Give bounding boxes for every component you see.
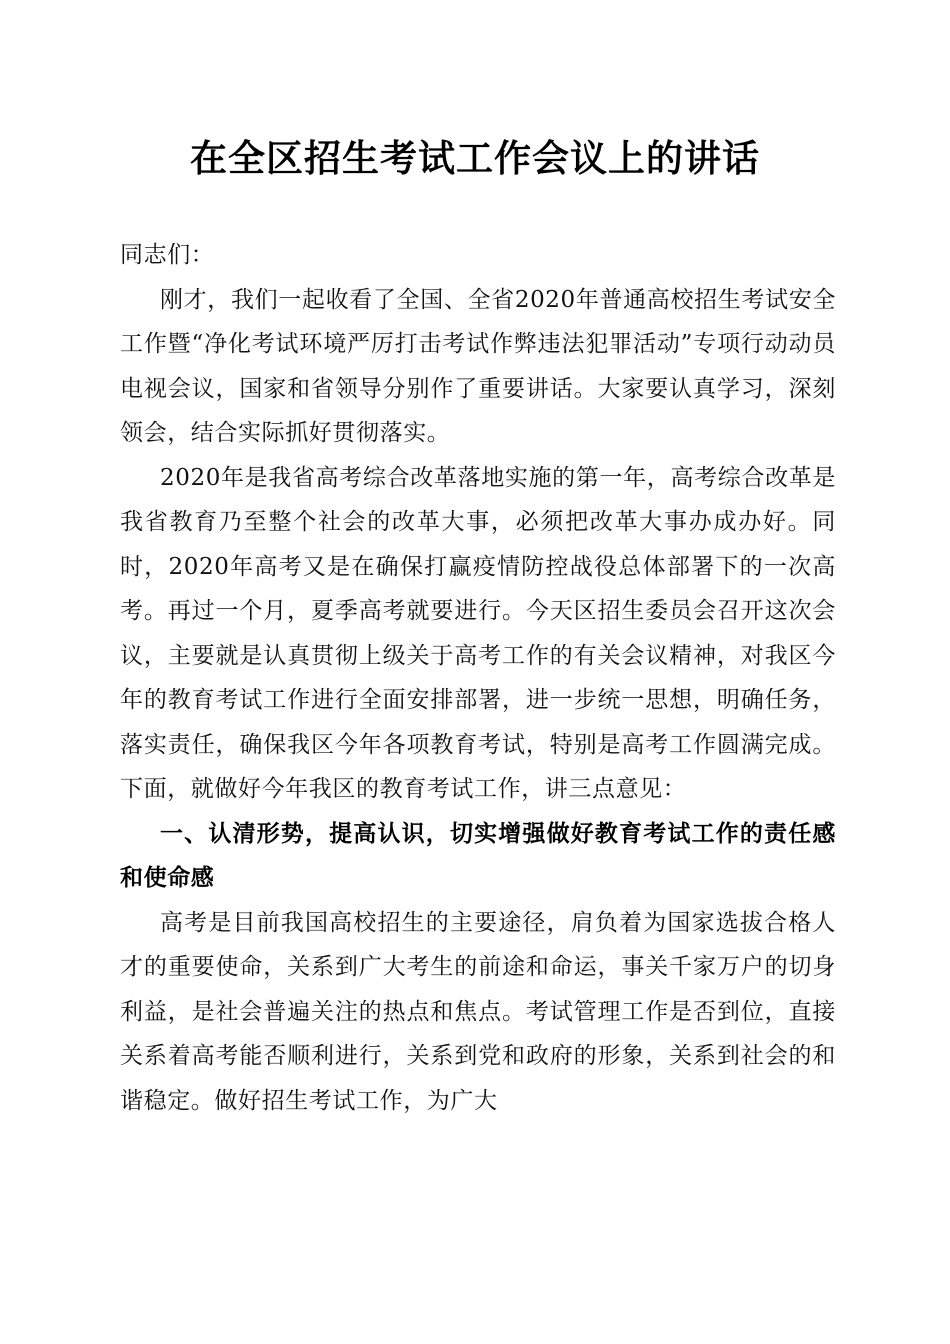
paragraph-opening: 刚才，我们一起收看了全国、全省2020年普通高校招生考试安全工作暨“净化考试环境严厉打击考试作弊违法犯罪活动”专项行动动员电视会议，国家和省领导分别作了重要讲话。大家要认真学习，深刻领会，结合实际抓好贯彻落实。 (120, 286, 836, 446)
section-1-paragraph: 高考是目前我国高校招生的主要途径，肩负着为国家选拔合格人才的重要使命，关系到广大考生的前途和命运，事关千家万户的切身利益，是社会普遍关注的热点和焦点。考试管理工作是否到位，直接关系着高考能否顺利进行，关系到党和政府的形象，关系到社会的和谐稳定。做好招生考试工作，为广大 (120, 909, 836, 1114)
document-title: 在全区招生考试工作会议上的讲话 (190, 136, 760, 180)
paragraph-context: 2020年是我省高考综合改革落地实施的第一年，高考综合改革是我省教育乃至整个社会的改革大事，必须把改革大事办成办好。同时，2020年高考又是在确保打赢疫情防控战役总体部署下的一次高考。再过一个月，夏季高考就要进行。今天区招生委员会召开这次会议，主要就是认真贯彻上级关于高考工作的有关会议精神，对我区今年的教育考试工作进行全面安排部署，进一步统一思想，明确任务，落实责任，确保我区今年各项教育考试，特别是高考工作圆满完成。下面，就做好今年我区的教育考试工作，讲三点意见： (120, 464, 836, 802)
document-body (120, 233, 836, 1123)
section-heading-1: 一、认清形势，提高认识，切实增强做好教育考试工作的责任感和使命感 (120, 820, 836, 891)
salutation: 同志们： (120, 242, 215, 268)
